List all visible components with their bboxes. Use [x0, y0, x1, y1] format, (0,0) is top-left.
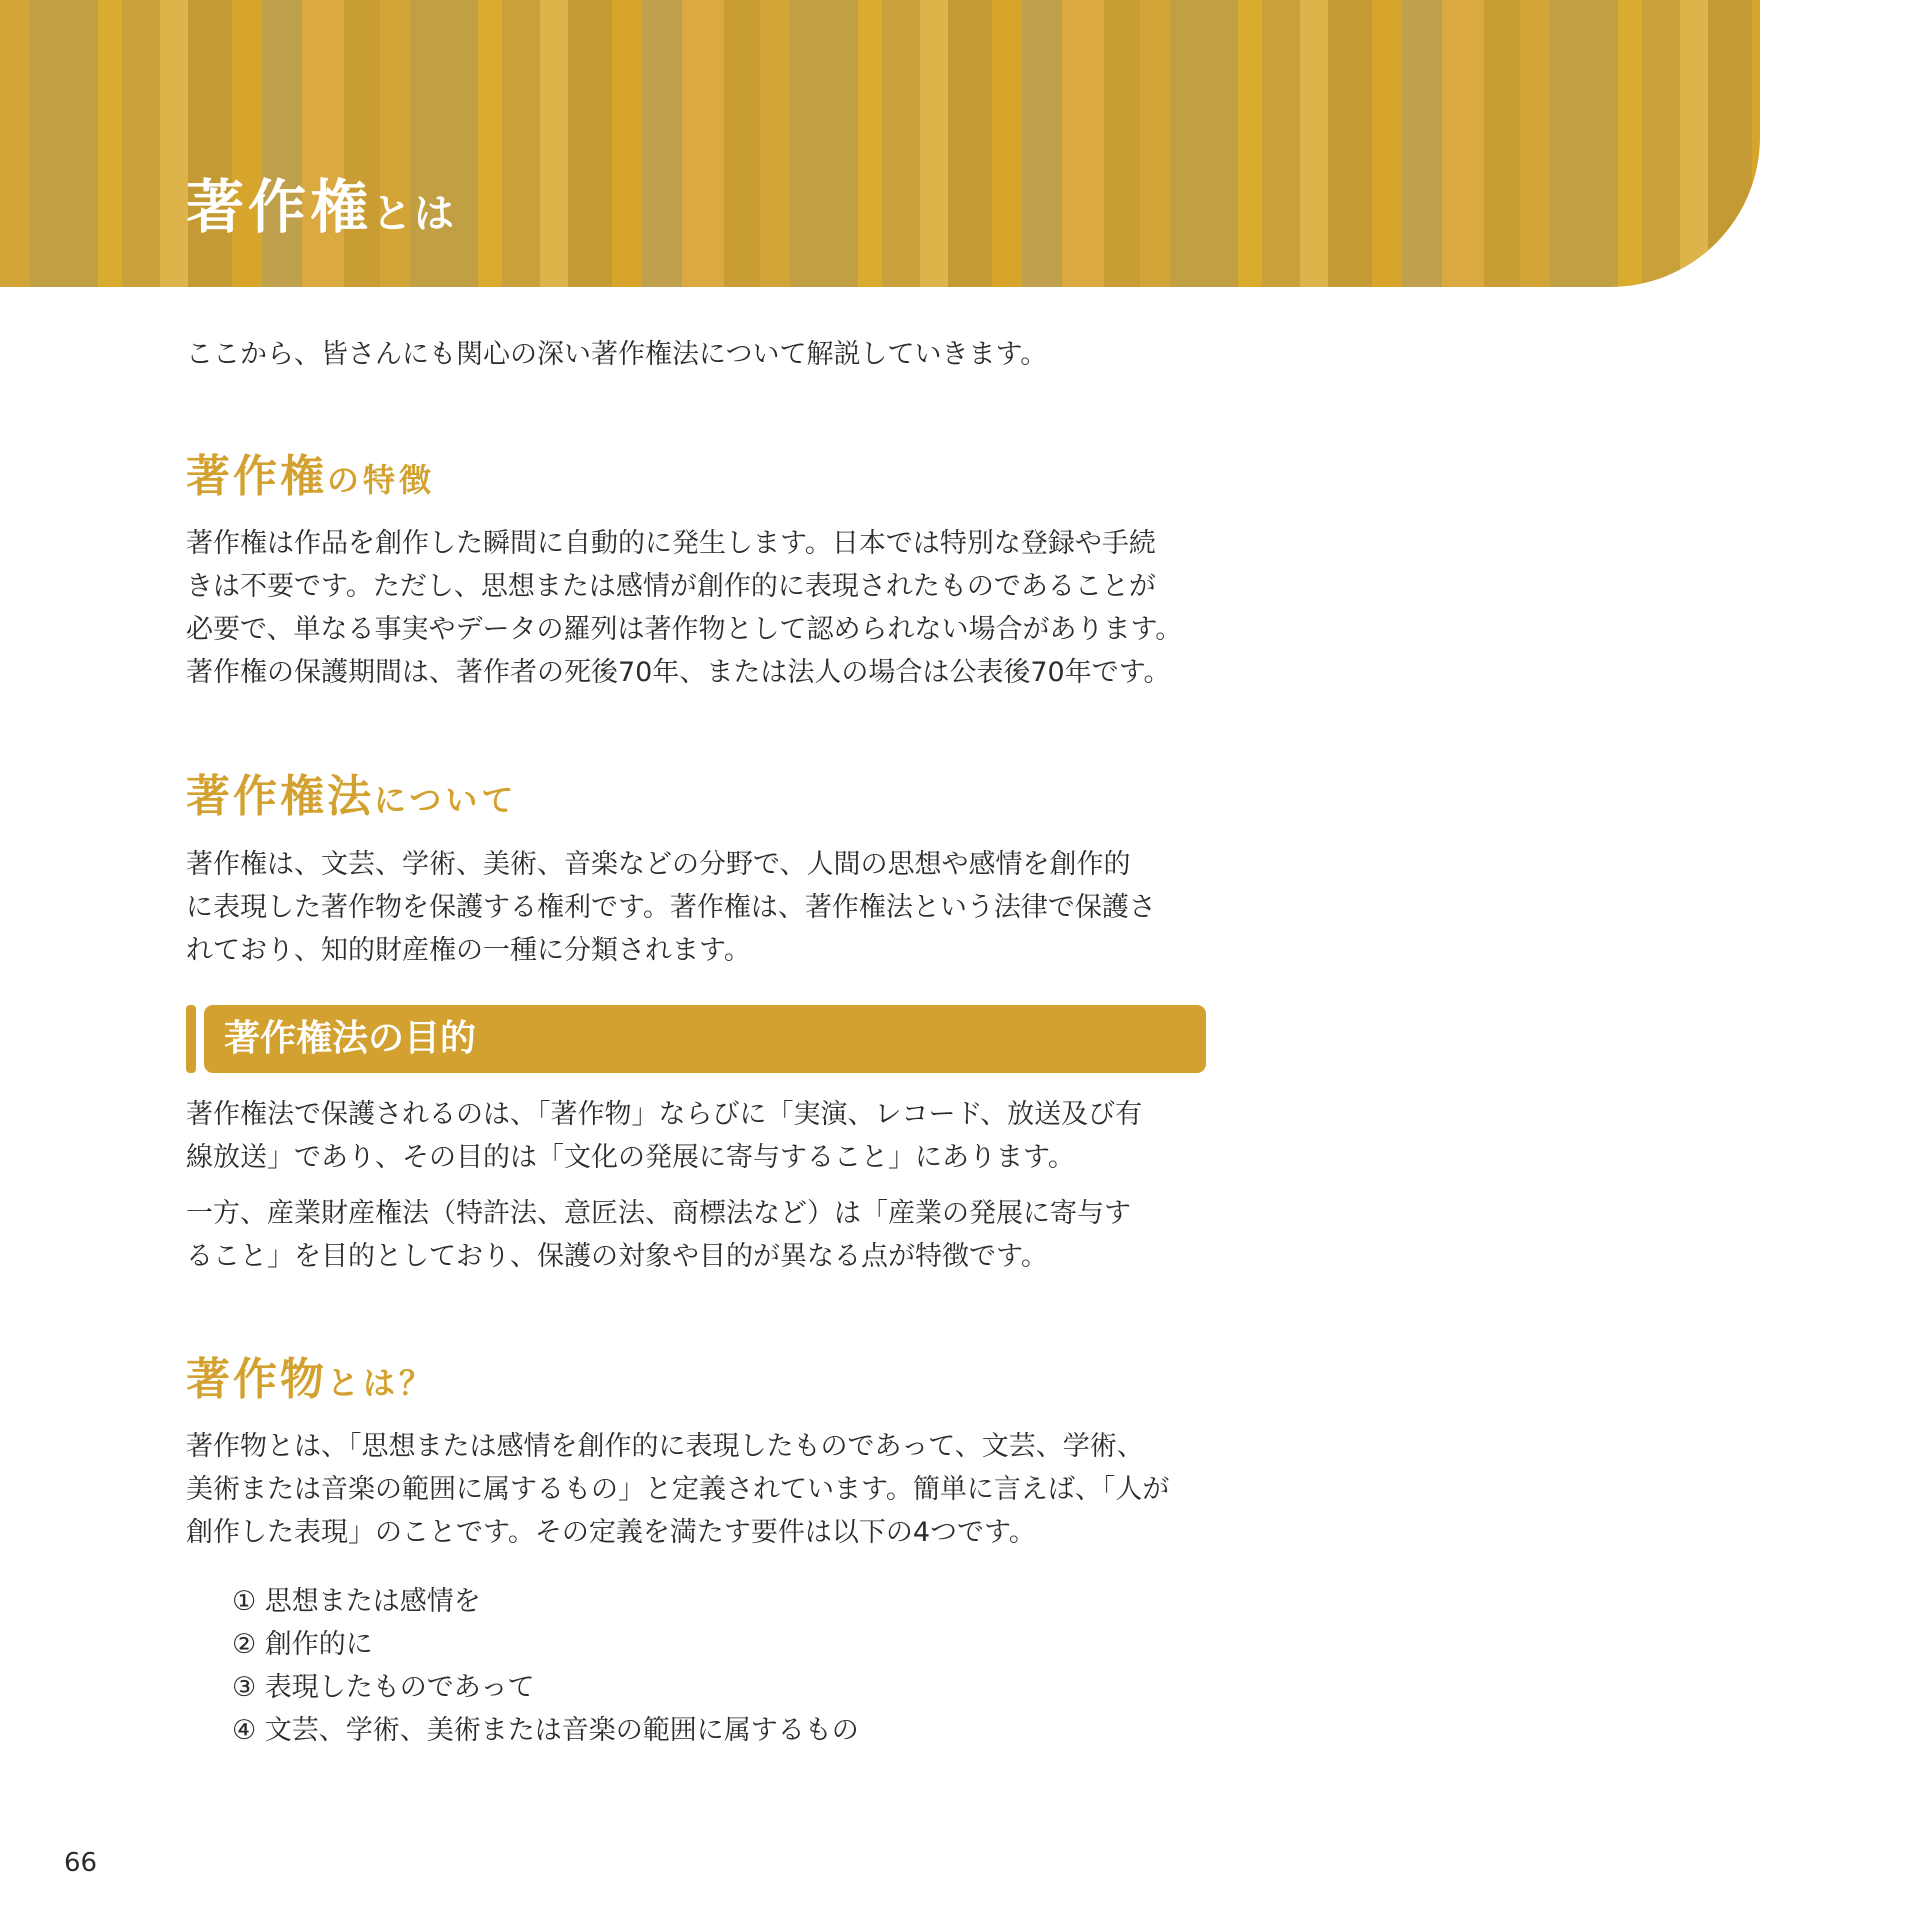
subheading-label: 著作権法の目的: [204, 1005, 1206, 1073]
page-number: 66: [64, 1848, 98, 1878]
body-line: 著作物とは、「思想または感情を創作的に表現したものであって、文芸、学術、: [186, 1431, 1144, 1462]
section-heading-works: [186, 1354, 436, 1405]
list-item: ② 創作的に: [232, 1629, 373, 1660]
body-line: 一方、産業財産権法（特許法、意匠法、商標法など）は「産業の発展に寄与す: [186, 1198, 1131, 1229]
subheading-accent-bar: [186, 1005, 196, 1073]
section-body-copyright-law: [186, 843, 1206, 972]
purpose-paragraph-2: [186, 1192, 1206, 1278]
list-item: ① 思想または感情を: [232, 1586, 481, 1617]
section-heading-suffix: の特徴: [327, 461, 436, 499]
body-line: きは不要です。ただし、思想または感情が創作的に表現されたものであることが: [186, 571, 1156, 602]
intro-text: ここから、皆さんにも関心の深い著作権法について解説していきます。: [186, 339, 1048, 370]
section-body-features: [186, 522, 1206, 694]
page-title: [186, 173, 457, 241]
subheading-purpose: [186, 1005, 1206, 1073]
section-heading-main: 著作権法: [186, 771, 374, 822]
body-line: 著作権法で保護されるのは、「著作物」ならびに「実演、レコード、放送及び有: [186, 1099, 1143, 1130]
body-line: ること」を目的としており、保護の対象や目的が異なる点が特徴です。: [186, 1241, 1048, 1272]
list-item: ③ 表現したものであって: [232, 1672, 535, 1703]
section-body-works: [186, 1425, 1206, 1554]
section-heading-features: [186, 451, 436, 502]
body-line: 著作権の保護期間は、著作者の死後70年、または法人の場合は公表後70年です。: [186, 657, 1171, 688]
header-banner: [0, 0, 1760, 287]
page-title-suffix: とは: [372, 191, 457, 237]
body-line: れており、知的財産権の一種に分類されます。: [186, 935, 751, 966]
list-item: ④ 文芸、学術、美術または音楽の範囲に属するもの: [232, 1715, 859, 1746]
purpose-paragraph-1: [186, 1093, 1206, 1179]
section-heading-main: 著作物: [186, 1354, 327, 1405]
section-heading-main: 著作権: [186, 451, 327, 502]
section-heading-suffix: とは？: [327, 1364, 436, 1402]
section-heading-suffix: について: [374, 781, 518, 819]
body-line: 美術または音楽の範囲に属するもの」と定義されています。簡単に言えば、「人が: [186, 1474, 1170, 1505]
body-line: に表現した著作物を保護する権利です。著作権は、著作権法という法律で保護さ: [186, 892, 1156, 923]
body-line: 著作権は作品を創作した瞬間に自動的に発生します。日本では特別な登録や手続: [186, 528, 1156, 559]
requirements-list: [232, 1580, 859, 1752]
body-line: 著作権は、文芸、学術、美術、音楽などの分野で、人間の思想や感情を創作的: [186, 849, 1131, 880]
body-line: 線放送」であり、その目的は「文化の発展に寄与すること」にあります。: [186, 1142, 1075, 1173]
body-line: 創作した表現」のことです。その定義を満たす要件は以下の4つです。: [186, 1517, 1036, 1548]
page-title-main: 著作権: [186, 173, 373, 241]
section-heading-copyright-law: [186, 771, 518, 822]
body-line: 必要で、単なる事実やデータの羅列は著作物として認められない場合があります。: [186, 614, 1183, 645]
